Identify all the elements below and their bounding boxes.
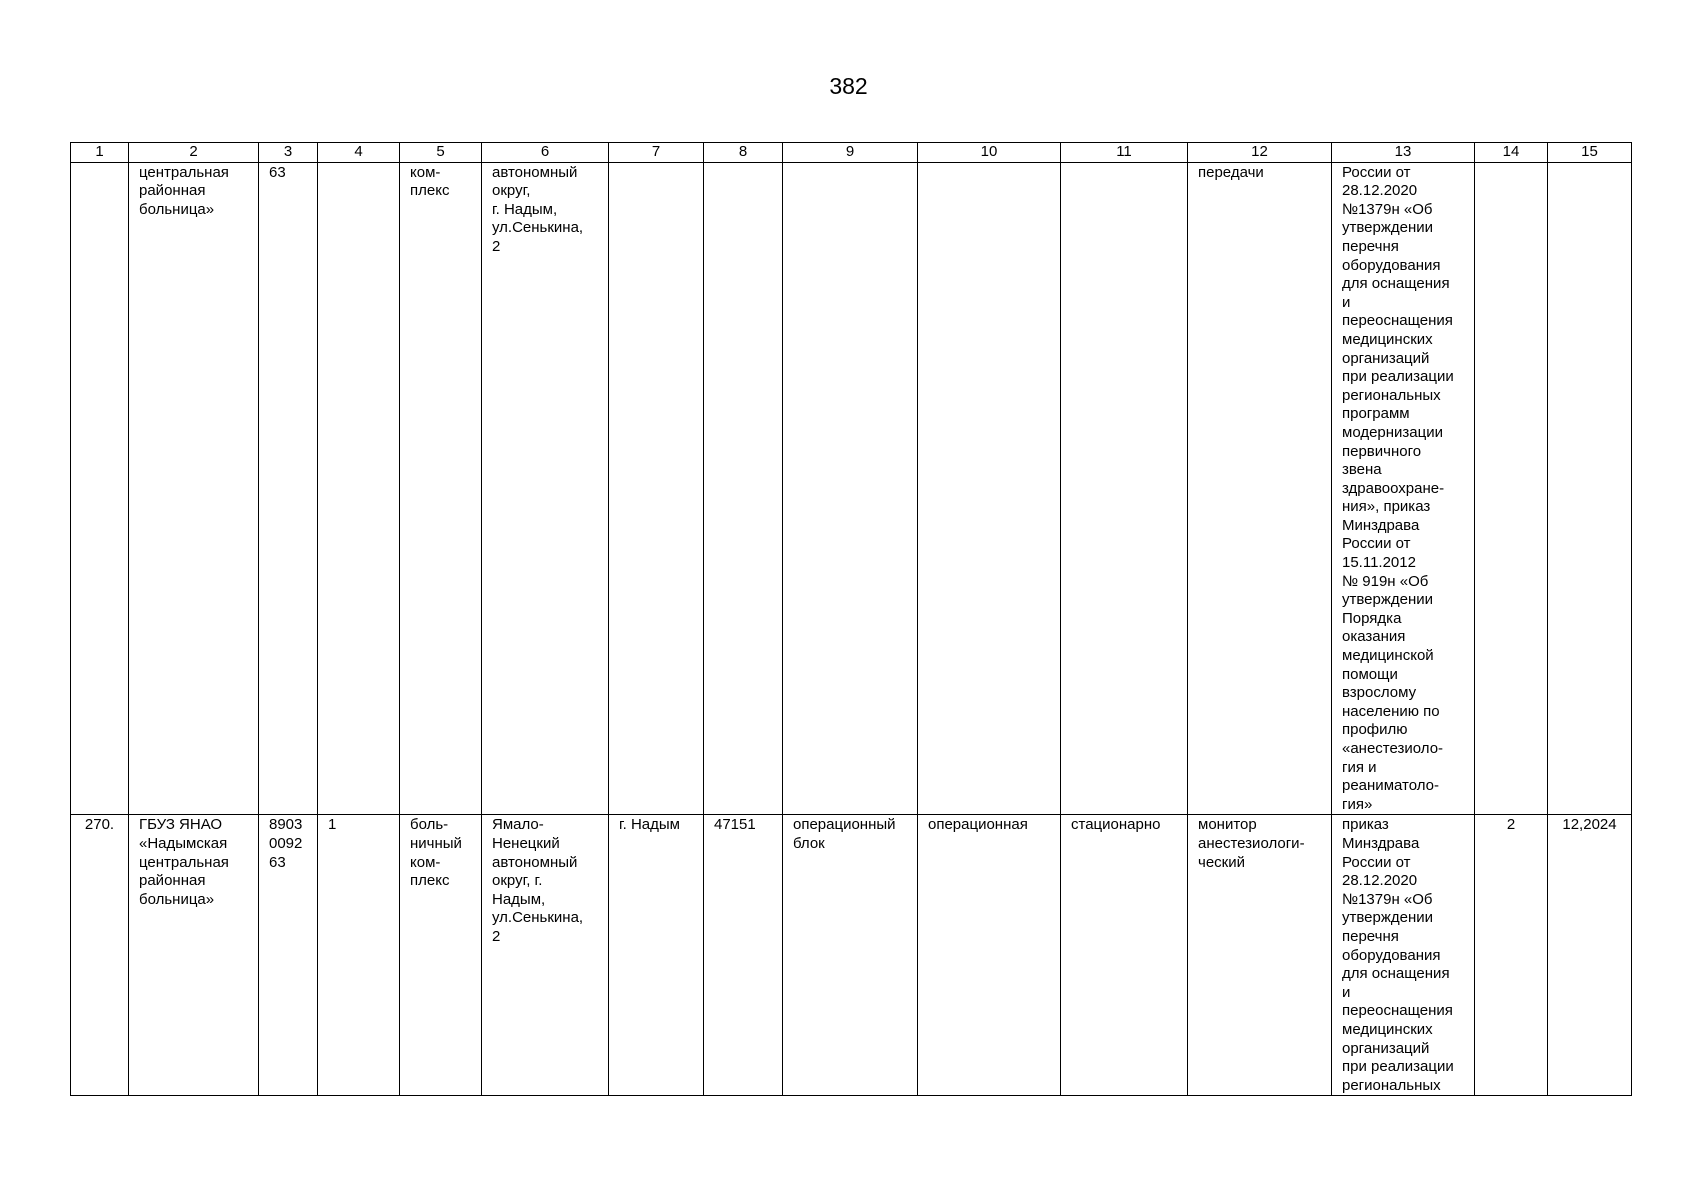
cell-text-line: Надым, [492,890,546,908]
cell-text-line: 1 [328,816,337,834]
cell-text-line: монитор [1198,816,1257,834]
cell-text-line: боль- [410,816,449,834]
cell-text-line: модернизации [1342,423,1443,441]
cell-text-line: ничный [410,834,462,852]
cell-text-line: реаниматоло- [1342,777,1439,795]
cell-text-line: России от [1342,163,1411,181]
cell-text-line: 2 [492,927,501,945]
header-cell-1: 1 [71,143,129,163]
table-cell-col-4 [318,162,400,815]
cell-text-line: первичного [1342,442,1422,460]
header-cell-4: 4 [318,143,400,163]
cell-text-line: «анестезиоло- [1342,740,1444,757]
table-row [71,815,1632,1096]
header-cell-13: 13 [1332,143,1475,163]
cell-text-line: ул.Сенькина, [492,219,584,237]
cell-text-line: утверждении [1342,219,1434,237]
cell-text-line: г. Надым [619,816,680,834]
cell-text-line: помощи [1342,665,1398,683]
cell-text-line: медицинской [1342,647,1434,665]
header-cell-15: 15 [1548,143,1632,163]
cell-text-line: ком- [410,163,441,181]
table-cell-col-9 [783,815,918,1096]
cell-text-line: 28.12.2020 [1342,182,1418,200]
cell-text-line: больница» [139,890,215,908]
cell-text-line: автономный [492,163,578,181]
cell-text-line: №1379н «Об [1342,890,1433,908]
cell-text-line: округ, г. [492,872,543,890]
cell-text-line: и [1342,293,1351,311]
page-number: 382 [829,73,868,99]
table-cell-col-11 [1061,815,1188,1096]
table-row [71,162,1632,815]
table-cell-col-3 [259,815,318,1096]
cell-text-line: региональных [1342,1076,1441,1094]
cell-text-line: оборудования [1342,946,1441,964]
cell-text-line: переоснащения [1342,1002,1453,1020]
cell-text-line: 2 [492,237,501,255]
cell-text-line: ния», приказ [1342,498,1431,516]
cell-text-line: плекс [410,872,450,890]
cell-text-line: передачи [1198,163,1264,181]
table-cell-col-12 [1188,162,1332,815]
table-cell-col-5 [400,162,482,815]
table-cell-col-5 [400,815,482,1096]
cell-text-line: утверждении [1342,909,1434,927]
cell-text-line: для оснащения [1342,275,1450,293]
cell-text-line: округ, [492,182,531,200]
cell-text-line: утверждении [1342,591,1434,609]
cell-text-line: 15.11.2012 [1342,554,1416,572]
header-cell-10: 10 [918,143,1061,163]
table-cell-col-15 [1548,815,1632,1096]
cell-text-line: центральная [139,163,229,181]
table-cell-col-2 [129,815,259,1096]
cell-text-line: центральная [139,853,229,871]
cell-text-line: автономный [492,853,578,871]
cell-text-line: Порядка [1342,609,1402,627]
cell-text-line: организаций [1342,349,1430,367]
cell-text-line: 8903 [269,816,303,834]
cell-text-line: «Надымская [139,834,228,852]
table-cell-col-6 [482,162,609,815]
table-cell-col-4 [318,815,400,1096]
header-cell-7: 7 [609,143,704,163]
header-cell-3: 3 [259,143,318,163]
cell-text-line: Ямало- [492,816,544,834]
table-body [71,143,1632,1096]
cell-text-line: 28.12.2020 [1342,872,1418,890]
table-cell-col-8 [704,815,783,1096]
cell-text-line: профилю [1342,721,1408,739]
table-cell-col-15 [1548,162,1632,815]
cell-text-line: 63 [269,163,286,181]
table-cell-col-6 [482,815,609,1096]
table-cell-col-2 [129,162,259,815]
table-cell-col-12 [1188,815,1332,1096]
cell-text-line: при реализации [1342,1058,1454,1076]
cell-text-line: операционный [793,816,896,834]
header-cell-6: 6 [482,143,609,163]
cell-text-line: перечня [1342,237,1399,255]
cell-text-line: переоснащения [1342,312,1453,330]
cell-text-line: взрослому [1342,684,1417,702]
cell-text-line: 63 [269,853,286,871]
cell-text-line: для оснащения [1342,965,1450,983]
cell-text-line: ком- [410,853,441,871]
cell-text-line: 270. [84,816,115,834]
cell-text-line: 47151 [714,816,756,834]
cell-text-line: медицинских [1342,1020,1433,1038]
table-cell-col-1 [71,815,129,1096]
cell-text-line: блок [793,834,825,852]
cell-text-line: гия» [1342,795,1373,813]
table-header-row [71,143,1632,163]
cell-text-line: программ [1342,405,1410,423]
cell-text-line: и [1342,983,1351,1001]
cell-text-line: № 919н «Об [1342,572,1429,590]
cell-text-line: организаций [1342,1039,1430,1057]
header-cell-8: 8 [704,143,783,163]
cell-text-line: плекс [410,182,450,200]
header-cell-5: 5 [400,143,482,163]
cell-text-line: Минздрава [1342,834,1420,852]
cell-text-line: при реализации [1342,368,1454,386]
cell-text-line: приказ [1342,816,1389,834]
cell-text-line: населению по [1342,702,1440,720]
table-cell-col-9 [783,162,918,815]
table-cell-col-14 [1475,815,1548,1096]
header-cell-12: 12 [1188,143,1332,163]
table-cell-col-3 [259,162,318,815]
cell-text-line: ГБУЗ ЯНАО [139,816,223,834]
cell-text-line: 0092 [269,834,303,852]
header-cell-2: 2 [129,143,259,163]
cell-text-line: региональных [1342,386,1441,404]
cell-text-line: звена [1342,461,1382,479]
header-cell-14: 14 [1475,143,1548,163]
cell-text-line: перечня [1342,927,1399,945]
cell-text-line: медицинских [1342,330,1433,348]
cell-text-line: стационарно [1071,816,1161,834]
cell-text-line: Минздрава [1342,516,1420,534]
cell-text-line: г. Надым, [492,200,558,218]
cell-text-line: ул.Сенькина, [492,909,584,927]
cell-text-line: №1379н «Об [1342,200,1433,218]
table-cell-col-14 [1475,162,1548,815]
header-cell-9: 9 [783,143,918,163]
table-cell-col-13 [1332,815,1475,1096]
cell-text-line: ческий [1198,853,1245,871]
table-cell-col-11 [1061,162,1188,815]
table-cell-col-1 [71,162,129,815]
header-cell-11: 11 [1061,143,1188,163]
cell-text-line: операционная [928,816,1028,834]
cell-text-line: России от [1342,535,1411,553]
cell-text-line: 12,2024 [1562,816,1617,834]
cell-text-line: здравоохране- [1342,479,1445,497]
cell-text-line: анестезиологи- [1198,834,1305,852]
table-cell-col-10 [918,162,1061,815]
cell-text-line: 2 [1506,816,1516,834]
cell-text-line: районная [139,872,206,890]
table-cell-col-10 [918,815,1061,1096]
cell-text-line: оказания [1342,628,1406,646]
cell-text-line: районная [139,182,206,200]
cell-text-line: Ненецкий [492,834,560,852]
cell-text-line: больница» [139,200,215,218]
cell-text-line: гия и [1342,758,1377,776]
table-cell-col-13 [1332,162,1475,815]
cell-text-line: России от [1342,853,1411,871]
equipment-table [70,142,1632,1096]
table-cell-col-7 [609,815,704,1096]
cell-text-line: оборудования [1342,256,1441,274]
table-cell-col-7 [609,162,704,815]
table-cell-col-8 [704,162,783,815]
